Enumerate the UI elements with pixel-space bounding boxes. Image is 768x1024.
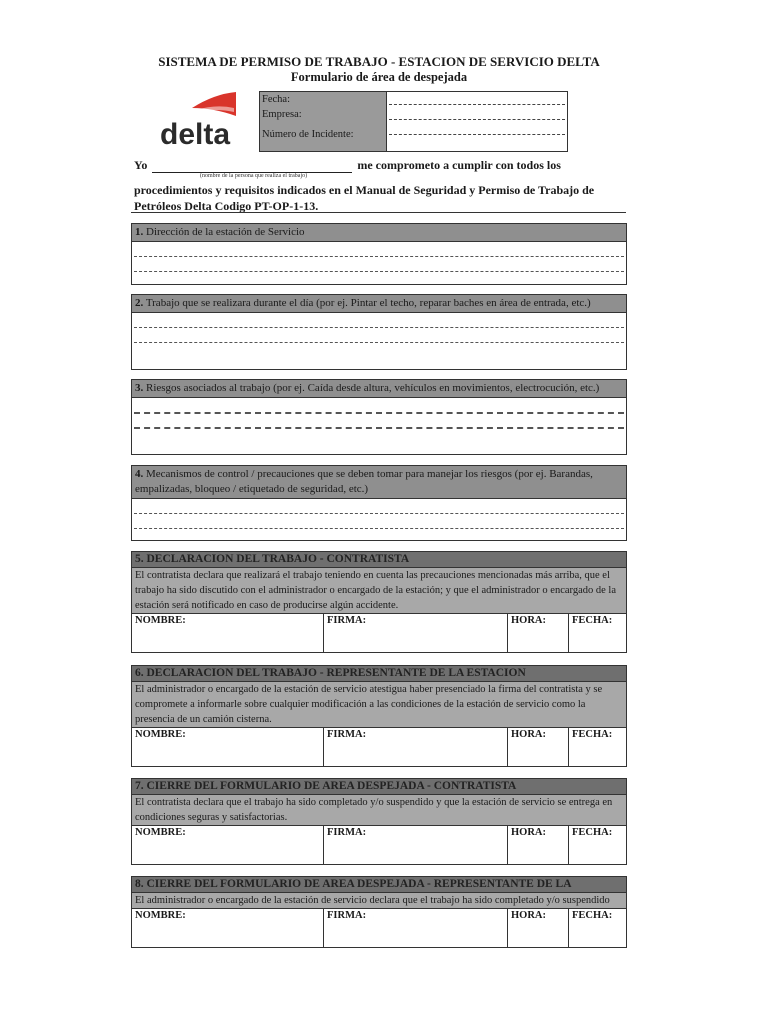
firma-field[interactable]: FIRMA:	[324, 614, 508, 652]
divider	[131, 212, 626, 213]
fecha-field[interactable]: FECHA:	[572, 729, 613, 740]
hora-field[interactable]: HORA:	[508, 909, 569, 947]
section-2-field[interactable]	[132, 313, 626, 355]
hora-field[interactable]: HORA:	[508, 826, 569, 864]
section-4-field[interactable]	[132, 499, 626, 541]
declaration-8-title: 8. CIERRE DEL FORMULARIO DE AREA DESPEJADA - REPRESENTANTE DE LA	[132, 877, 626, 893]
empresa-field[interactable]	[389, 119, 565, 120]
firma-field[interactable]: FIRMA:	[324, 826, 508, 864]
fecha-field[interactable]: FECHA:	[572, 910, 613, 921]
declaration-6	[131, 665, 627, 767]
pledge-middle: me comprometo a cumplir con todos los	[357, 158, 561, 172]
pledge-prefix: Yo	[134, 158, 148, 172]
logo-text: delta	[160, 118, 231, 151]
section-4-header: 4. Mecanismos de control / precauciones que se deben tomar para manejar los riesgos (por ej. Barandas, empalizadas, bloqueo / etiquetado de seguridad, etc.)	[132, 466, 626, 499]
fecha-field[interactable]: FECHA:	[572, 827, 613, 838]
section-1	[131, 223, 627, 285]
info-labels	[260, 92, 387, 151]
declaration-6-text: El administrador o encargado de la estación de servicio atestigua haber presenciado la firma del contratista y se compromete a informarle sobre cualquier modificación a las condiciones de la estación de servicio como la presencia de un camión cisterna.	[132, 682, 626, 728]
signature-row	[132, 826, 626, 864]
form-title: SISTEMA DE PERMISO DE TRABAJO - ESTACION DE SERVICIO DELTA	[158, 54, 600, 69]
nombre-field[interactable]: NOMBRE:	[132, 728, 324, 766]
declaration-5	[131, 551, 627, 653]
declaration-8	[131, 876, 627, 948]
section-2-header: 2. Trabajo que se realizara durante el día (por ej. Pintar el techo, reparar baches en área de entrada, etc.)	[132, 295, 626, 313]
declaration-5-text: El contratista declara que realizará el trabajo teniendo en cuenta las precauciones mencionadas más arriba, que el trabajo ha sido discutido con el administrador o encargado de la estación; y que el administrador o encargado de la estación será notificado en caso de producirse algún accidente.	[132, 568, 626, 614]
section-3	[131, 379, 627, 455]
info-values	[387, 92, 567, 151]
section-2	[131, 294, 627, 370]
nombre-field[interactable]: NOMBRE:	[132, 909, 324, 947]
nombre-field[interactable]: NOMBRE:	[132, 826, 324, 864]
section-1-header: 1. Dirección de la estación de Servicio	[132, 224, 626, 242]
incidente-label: Número de Incidente:	[262, 129, 354, 140]
empresa-label: Empresa:	[262, 109, 302, 120]
fecha-field[interactable]	[389, 104, 565, 105]
pledge-rest: procedimientos y requisitos indicados en el Manual de Seguridad y Permiso de Trabajo de Petróleos Delta Codigo PT-OP-1-13.	[134, 183, 595, 213]
firma-field[interactable]: FIRMA:	[324, 728, 508, 766]
signature-row	[132, 614, 626, 652]
section-3-header: 3. Riesgos asociados al trabajo (por ej. Caída desde altura, vehículos en movimientos, electrocución, etc.)	[132, 380, 626, 398]
declaration-7	[131, 778, 627, 865]
pledge-line	[134, 157, 626, 173]
signature-row	[132, 728, 626, 766]
declaration-7-title: 7. CIERRE DEL FORMULARIO DE AREA DESPEJADA - CONTRATISTA	[132, 779, 626, 795]
signature-row	[132, 909, 626, 947]
firma-field[interactable]: FIRMA:	[324, 909, 508, 947]
declaration-8-text: El administrador o encargado de la estación de servicio declara que el trabajo ha sido completado y/o suspendido	[132, 893, 626, 909]
declaration-7-text: El contratista declara que el trabajo ha sido completado y/o suspendido y que la estación de servicio se entrega en condiciones seguras y satisfactorias.	[132, 795, 626, 826]
fecha-label: Fecha:	[262, 94, 290, 105]
hora-field[interactable]: HORA:	[508, 728, 569, 766]
fecha-field[interactable]: FECHA:	[572, 615, 613, 626]
form-subtitle: Formulario de área de despejada	[290, 70, 468, 84]
incidente-field[interactable]	[389, 134, 565, 135]
delta-logo	[152, 86, 244, 152]
section-4	[131, 465, 627, 541]
hora-field[interactable]: HORA:	[508, 614, 569, 652]
worker-name-field[interactable]	[152, 159, 352, 173]
section-1-field[interactable]	[132, 242, 626, 286]
pledge-caption: (nombre de la persona que realiza el trabajo)	[200, 173, 308, 179]
declaration-6-title: 6. DECLARACION DEL TRABAJO - REPRESENTANTE DE LA ESTACION	[132, 666, 626, 682]
declaration-5-title: 5. DECLARACION DEL TRABAJO - CONTRATISTA	[132, 552, 626, 568]
info-table	[259, 91, 568, 152]
nombre-field[interactable]: NOMBRE:	[132, 614, 324, 652]
section-3-field[interactable]	[132, 398, 626, 440]
